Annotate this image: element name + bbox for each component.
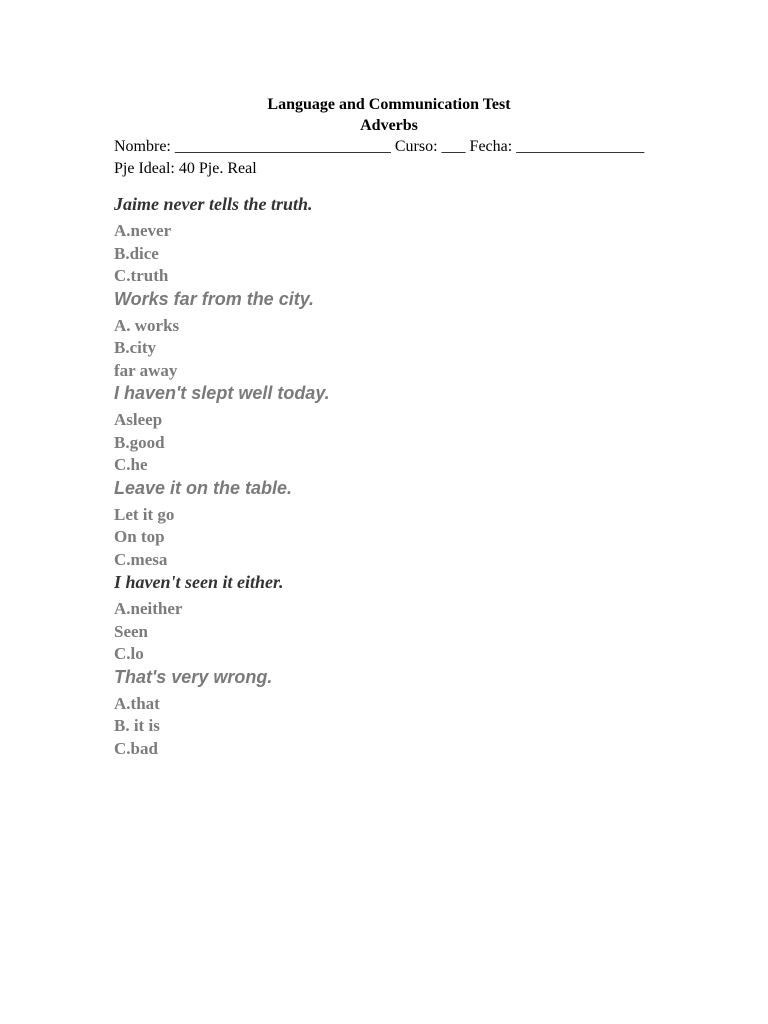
answer-option: Asleep [114,410,163,429]
question-prompt: Leave it on the table. [114,477,293,498]
answer-option: C.truth [114,266,169,285]
answer-option: A.neither [114,599,183,618]
question-list [114,193,714,760]
score-line: Pje Ideal: 40 Pje. Real [114,160,257,177]
question-block [114,666,714,761]
answer-option: B.city [114,338,157,357]
question-block [114,477,714,572]
question-block [114,288,714,383]
question-block [114,571,714,666]
question-block [114,382,714,477]
answer-option: C.he [114,455,148,474]
answer-option: A. works [114,315,180,335]
answer-option: B. it is [114,716,160,735]
answer-option: A.never [114,221,172,240]
answer-option: C.mesa [114,549,168,569]
answer-option: On top [114,527,165,546]
answer-option: C.lo [114,644,144,663]
question-prompt: Jaime never tells the truth. [114,194,313,214]
question-block [114,193,714,288]
answer-option: B.dice [114,243,159,263]
page-title: Language and Communication Test [267,96,511,113]
answer-option: C.bad [114,738,158,758]
answer-option: Seen [114,621,148,641]
question-prompt: That's very wrong. [114,666,273,687]
question-prompt: Works far from the city. [114,288,315,309]
answer-option: Let it go [114,504,175,524]
answer-option: A.that [114,693,160,713]
answer-option: far away [114,360,178,380]
answer-option: B.good [114,432,165,452]
question-prompt: I haven't seen it either. [114,572,284,592]
question-prompt: I haven't slept well today. [114,383,330,403]
student-info-line: Nombre: ___________________________ Curso: ___ Fecha: ________________ [114,138,645,155]
page-subtitle: Adverbs [360,117,418,134]
